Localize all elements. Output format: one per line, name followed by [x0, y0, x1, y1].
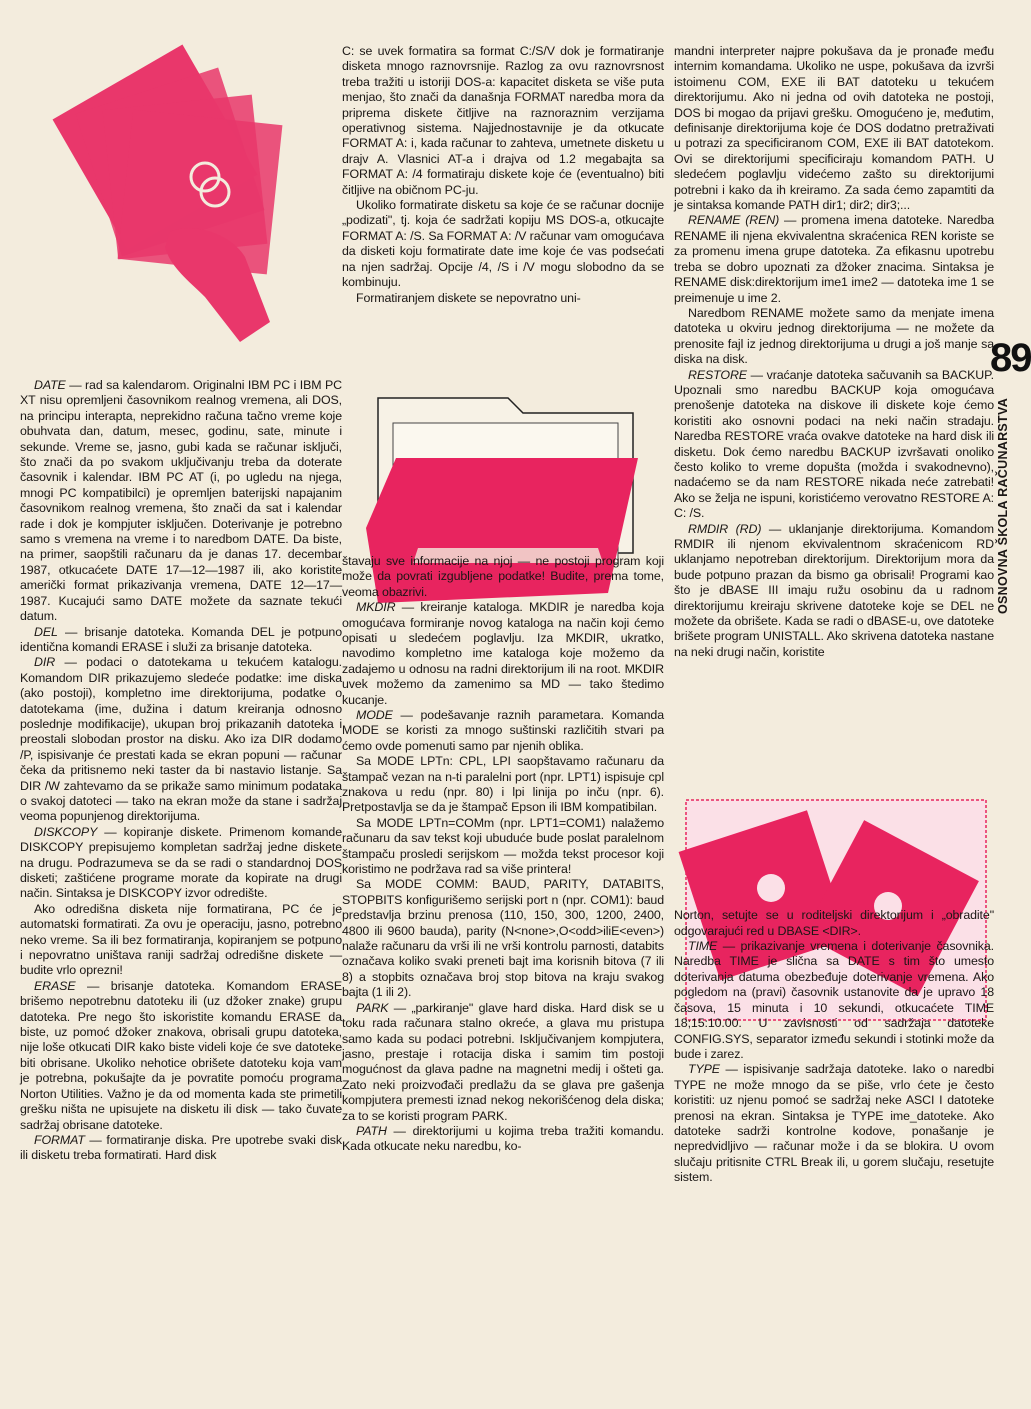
entry-format [20, 1133, 342, 1164]
entry-time-text: — prikazivanje vremena i doterivanje časovnika. Naredba TIME je slična sa DATE s tim što umesto doterivanja datuma obezbeđuje doterivanje vremena. Ako pogledom na (pravi) časovnik ustanovite da je upravo 18 časova, 15 minuta i 10 sekundi, otkucaćete TIME 18;15:10.00. U zavisnosti od sadržaja datoteke CONFIG.SYS, separator između sekundi i stotinki može da bude i zarez. [674, 939, 994, 1061]
running-head-text: OSNOVNA ŠKOLA RAČUNARSTVA [996, 397, 1010, 615]
entry-del-term: DEL [34, 624, 58, 639]
entry-restore-term: RESTORE [688, 367, 747, 382]
entry-rmdir [674, 522, 994, 661]
column-2 [342, 0, 664, 1155]
paragraph-format-system: Ukoliko formatirate disketu sa koje će se računar docnije „podizati", tj. koja će sadržati kopiju MS DOS-a, otkucajte FORMAT A: /S. Sa FORMAT A: /V računar vam omogućava da disketi koju formatirate date ime koje će vas podsećati na njen sadržaj. Opcije /4, /S i /V mogu slobodno da se kombinuju. [342, 198, 664, 290]
entry-diskcopy [20, 825, 342, 902]
paragraph-format-warning: Formatiranjem diskete se nepovratno uni- [356, 290, 581, 305]
entry-type [674, 1062, 994, 1185]
entry-mode-term: MODE [356, 707, 393, 722]
entry-mkdir-text: — kreiranje kataloga. MKDIR je naredba koja omogućava formiranje novog kataloga na način koji ćemo opisati u sledećem poglavlju. Iza MKDIR, ukratko, navodimo kompletno ime kataloga koje možemo da zadajemo u odnosu na radni direktorijum ili na root. MKDIR uvek možemo da zamenimo sa MD — tako štedimo kucanje. [342, 600, 664, 707]
entry-type-text: — ispisivanje sadržaja datoteke. Iako o naredbi TYPE ne može mnogo da se piše, vrlo ćete je često koristiti: uz njenu pomoć se sadržaj neke ASCI I datoteke prenosi na ekran. Sintaksa je TYPE ime_datoteke. Ako datoteke sadrži kontrolne kodove, ponašanje je nepredvidljivo — računar može i da se blokira. U ovom slučaju pritisnite CTRL Break ili, u gorem slučaju, resetujte sistem. [674, 1062, 994, 1185]
entry-erase-term: ERASE [34, 978, 76, 993]
entry-path-text: — direktorijumi u kojima treba tražiti komandu. Kada otkucate neku naredbu, ko- [342, 1123, 664, 1154]
entry-rmdir-text: — uklanjanje direktorijuma. Komandom RMDIR ili njenom ekvivalentnom skraćenicom RD uklanjamo nepotreban direktorijum. Direktorijum mora da bude potpuno prazan da bismo ga obrisali! Programi kao što je dBASE III imaju ružu osobinu da u radnom direktorijumu kreiraju skrivene datoteke koje se DEL ne možete da obrišete. Kada se radi o dBASE-u, ove datoteke brišete program UNISTALL. Ako skrivena datoteka nastane na neki drugi način, koristite [674, 521, 994, 659]
paragraph-rename-note: Naredbom RENAME možete samo da menjate imena datoteka u okviru jednog direktorijuma — ne možete da prenosite fajl iz jednog direktorijuma u drugi a još manje sa diska na disk. [674, 305, 994, 367]
paragraph-mode-lpt: Sa MODE LPTn: CPL, LPI saopštavamo računaru da štampač vezan na n-ti paralelni port (npr. LPT1) ispisuje cpl znakova u redu (npr. 80) i lpi linija po inču (npr. 6). Pretpostavlja se da je štampač Epson ili IBM kompatibilan. [342, 754, 664, 815]
entry-rmdir-term: RMDIR (RD) [688, 521, 762, 536]
paragraph-mode-lpt-com: Sa MODE LPTn=COMm (npr. LPT1=COM1) nalažemo računaru da sav tekst koji ubuduće bude poslat paralelnom štampaču prosledi serijskom — možda tekst procesor koji koristimo ne podržava rad sa više printera! [342, 815, 664, 877]
entry-date [20, 378, 342, 625]
entry-dir [20, 655, 342, 824]
paragraph-format-continued: C: se uvek formatira sa format C:/S/V dok je formatiranje disketa mnogo raznovrsnije. Razlog za ovu raznovrsnost treba tražiti u istoriji DOS-a: kapacitet disketa se više puta menjao, što znači da današnja FORMAT naredba mora da priprema diskete čitljive na raznoraznim verzijama operativnog sistema. Najjednostavnije je da otkucate FORMAT A: i, kada računar to zahteva, umetnete disketu u drajv A. Vlasnici AT-a i drajva od 1.2 megabajta sa FORMAT A: /4 formatiraju diskete koje će (eventualno) biti čitljive na običnom PC-ju. [342, 44, 664, 197]
column-3 [674, 0, 994, 1186]
entry-del-text: — brisanje datoteka. Komanda DEL je potpuno identična komandi ERASE i služi za brisanje datoteka. [20, 624, 342, 654]
entry-path-term: PATH [356, 1123, 387, 1138]
paragraph-mode-com: Sa MODE COMM: BAUD, PARITY, DATABITS, STOPBITS konfigurišemo serijski port n (npr. COM1): baud predstavlja brzinu prenosa (110, 150, 300, 1200, 2400, 4800 ili 9600 bauda), parity (N<none>,O<odd>iliE<even>) nalaže računaru da vrši ili ne vrši kontrolu parnosti, databits označava koliko svaki preneti bajt ima korisnih bitova (7 ili 8) a stopbits označava broj stop bitova na kraju svakog bajta (1 ili 2). [342, 877, 664, 1000]
entry-type-term: TYPE [688, 1062, 720, 1077]
entry-park-text: — „parkiranje" glave hard diska. Hard disk se u toku rada računara stalno okreće, a glava mu pristupa samo kada su podaci potrebni. Isključivanjem kompjutera, jasno, prestaje i rotacija diska i samim tim postoji mogućnost da glava padne na magnetni medij i ošteti ga. Zato neki proizvođači predlažu da se glava pre gašenja kompjutera premesti iznad nekog nekorišćenog dela diska; za to se koristi program PARK. [342, 1000, 664, 1123]
running-head [988, 386, 1018, 626]
entry-erase-text: — brisanje datoteka. Komandom ERASE brišemo nepotrebnu datoteku ili (uz džoker znake) grupu datoteka. Pre nego što iskoristite komandu ERASE da biste, uz pomoć džoker znakova, obrisali grupu datoteka, nije loše otkucati DIR kako biste videli koje će sve datoteke biti obrisane. Ukoliko nehotice obrišete datoteku koja vam je potrebna, pokušajte da je povratite pomoću programa Norton Utilities. Važno je da od momenta kada ste primetili grešku ništa ne upisujete na disketu ili disk — tako čuvate sadržaj obrisane datoteke. [20, 978, 342, 1132]
entry-mkdir [342, 600, 664, 708]
entry-path [342, 1124, 664, 1155]
entry-mkdir-term: MKDIR [356, 600, 396, 615]
entry-time [674, 939, 994, 1062]
entry-dir-term: DIR [34, 655, 56, 670]
paragraph-path-continued: mandni interpreter najpre pokušava da je pronađe među internim komandama. Ukoliko ne uspe, pokušava da izvrši istoimenu COM, EXE ili BAT datoteku u tekućem direktorijumu. Ako ni jedna od ovih datoteka ne postoji, DOS bi mogao da prijavi grešku. Omogućeno je, međutim, definisanje direktorijuma koje će DOS dodatno pretraživati u potrazi za specificiranom COM, EXE ili BAT datotekom. Ovi se direktorijumi specificiraju komandom PATH. U sledećem poglavlju videćemo zašto su direktorijumi potrebni i kako da ih kreiramo. Za sada ćemo zapamtiti da je sintaksa komande PATH dir1; dir2; dir3;... [674, 44, 994, 213]
entry-rename-text: — promena imena datoteke. Naredba RENAME ili njena ekvivalentna skraćenica REN koriste se za promenu imena grupe datoteka. Za efikasnu upotrebu treba se dobro upoznati za džoker znacima. Sintaksa je RENAME disk:direktorijum ime1 ime2 — datoteka ime 1 se preimenuje u ime 2. [674, 213, 994, 305]
entry-diskcopy-text: — kopiranje diskete. Primenom komande DISKCOPY prepisujemo kompletan sadržaj jedne diskete na drugu. Podrazumeva se da se radi o standardnoj DOS disketi; zaštićene programe morate da kopirate na drugi način. Sintaksa je DISKCOPY izvor odredište. [20, 824, 342, 901]
entry-format-term: FORMAT [34, 1132, 85, 1147]
entry-park [342, 1001, 664, 1124]
entry-dir-text: — podaci o datotekama u tekućem katalogu. Komandom DIR prikazujemo sledeće podatke: ime diska (ako postoji), kompletno ime direktorijuma, podatke o datotekama (ime, dužina i datum kreiranja odnosno poslednje modifikacije), ukupan broj prikazanih datoteka i preostali slobodan prostor na disku. Ako iza DIR dodamo /P, ispisivanje će prestati kada se ekran popuni — računar čeka da pritisnemo neki taster da bi nastavio listanje. Sa DIR /W zahtevamo da se prikaže samo minimum podataka o svakoj datoteci — tako na ekran može da stane i sadržaj veoma popunjenog direktorijuma. [20, 655, 342, 824]
entry-restore-text: — vraćanje datoteka sačuvanih sa BACKUP. Upoznali smo naredbu BACKUP koja omogućava prenošenje datoteka na diskove ili diskete koje ćemo koristiti ako osnovni podaci na neki način stradaju. Naredba RESTORE vraća ovakve datoteke na hard disk ili disketu. Dok ćemo naredbu BACKUP izvršavati onoliko često koliko to vreme dopušta (možda i svakodnevno), nadaćemo se da nam RESTORE nikada neće zatrebati! Ako se želja ne ispuni, koristićemo verovatno RESTORE A: C: /S. [674, 367, 994, 521]
entry-rename [674, 213, 994, 305]
page-number: 89 [990, 336, 1031, 380]
entry-time-term: TIME [688, 939, 718, 954]
entry-diskcopy-term: DISKCOPY [34, 824, 98, 839]
entry-date-term: DATE [34, 378, 66, 392]
entry-restore [674, 368, 994, 522]
entry-date-text: — rad sa kalendarom. Originalni IBM PC i IBM PC XT nisu opremljeni časovnikom realnog vremena, ali DOS, na principu interapta, neprekidno računa tačno vreme koje obuhvata dan, datum, mesec, godinu, sate, minute i sekunde. Vreme se, jasno, gubi kada se računar isključi, što znači da po svakom uključivanju treba da doterate časovnik i kalendar. IBM PC AT (i, po ugledu na njega, mnogi PC kompatibilci) je opremljen baterijski napajanim časovnikom realnog vremena, što znači da sat i kalendar rade i dok je kompjuter isključen. Doterivanje je potrebno samo s vremena na vreme i to naredbom DATE. Da biste, na primer, saopštili računaru da je danas 17. decembar 1987, otkucaćete DATE 17—12—1987 ili, ako koristite američki format prikazivanja vremena, DATE 12—17—1987. Kucajući samo DATE možete da saznate tekući datum. [20, 378, 342, 624]
entry-del [20, 625, 342, 656]
entry-erase [20, 979, 342, 1133]
entry-format-text: — formatiranje diska. Pre upotrebe svaki disk ili disketu treba formatirati. Hard disk [20, 1132, 342, 1163]
paragraph-format-warning-continued: štavaju sve informacije na njoj — ne postoji program koji može da povrati izgubljene podatke! Budite, prema tome, veoma obazrivi. [342, 553, 664, 599]
entry-mode [342, 708, 664, 754]
entry-park-term: PARK [356, 1000, 389, 1015]
column-1 [20, 0, 342, 1164]
entry-mode-text: — podešavanje raznih parametara. Komanda MODE se koristi za mnogo suštinski različitih stvari pa ćemo ovde pomenuti samo par njenih oblika. [342, 707, 664, 753]
paragraph-diskcopy-format: Ako odredišna disketa nije formatirana, PC će je automatski formatirati. Za ovu je operaciju, jasno, potrebno neko vreme. Sa ili bez formatiranja, kopiranjem se potpuno i nepovratno uništava raniji sadržaj odredišne diskete — budite vrlo oprezni! [20, 901, 342, 978]
entry-rename-term: RENAME (REN) [688, 213, 780, 228]
paragraph-rmdir-continued: Norton, setujte se u roditeljski direktorijum i „obradite" odgovarajući red u DBASE <DIR>. [674, 908, 994, 938]
